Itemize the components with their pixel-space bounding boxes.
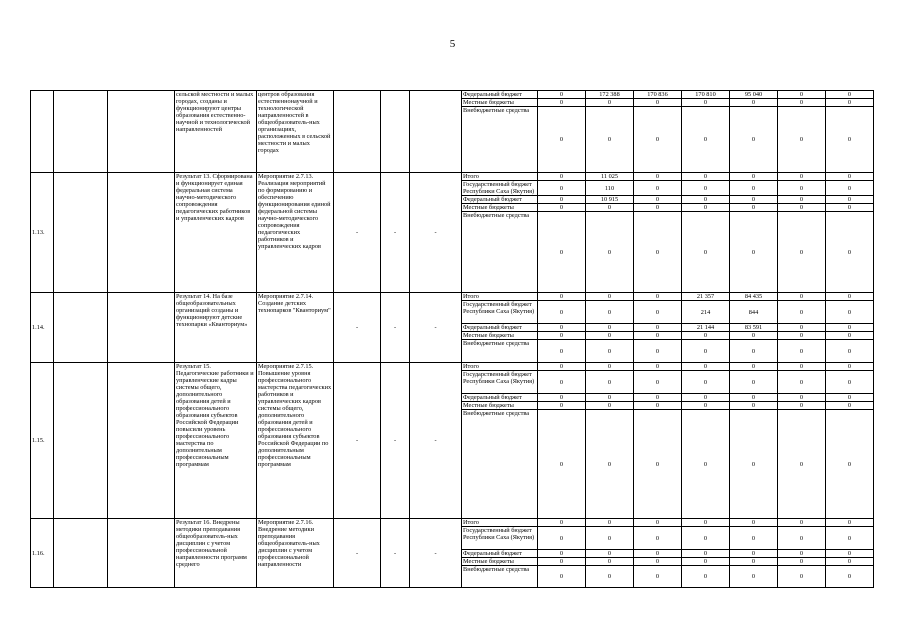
value-cell: 0	[634, 99, 682, 107]
value-cell: 0	[538, 173, 586, 181]
value-cell: 0	[634, 173, 682, 181]
value-cell: 0	[586, 527, 634, 550]
value-cell: 0	[826, 204, 874, 212]
result-text: Результат 16. Внедрены методики преподавания общеобразователь-ных дисциплин с учетом профессиональной направленности программ среднего	[175, 519, 257, 588]
value-cell: 0	[730, 558, 778, 566]
value-cell: 0	[730, 107, 778, 173]
value-cell: 0	[634, 107, 682, 173]
value-cell: 0	[634, 402, 682, 410]
value-cell: 0	[826, 301, 874, 324]
value-cell: 0	[538, 324, 586, 332]
value-cell: 0	[586, 371, 634, 394]
value-cell: 0	[634, 371, 682, 394]
dash-cell: -	[334, 293, 381, 363]
value-cell: 0	[586, 99, 634, 107]
value-cell: 0	[826, 91, 874, 99]
value-cell: 0	[634, 550, 682, 558]
value-cell: 0	[538, 91, 586, 99]
value-cell: 0	[778, 332, 826, 340]
value-cell: 0	[538, 107, 586, 173]
value-cell: 95 040	[730, 91, 778, 99]
dash-cell: -	[381, 293, 410, 363]
value-cell: 0	[730, 363, 778, 371]
value-cell: 0	[778, 107, 826, 173]
value-cell: 0	[634, 363, 682, 371]
value-cell: 0	[778, 566, 826, 588]
funding-source: Итого	[462, 293, 538, 301]
dash-cell	[381, 91, 410, 173]
value-cell: 0	[778, 394, 826, 402]
value-cell: 0	[682, 402, 730, 410]
empty-cell	[108, 173, 175, 293]
value-cell: 0	[538, 204, 586, 212]
value-cell: 0	[538, 519, 586, 527]
value-cell: 0	[538, 410, 586, 519]
value-cell: 0	[682, 519, 730, 527]
value-cell: 0	[778, 402, 826, 410]
empty-cell	[54, 173, 108, 293]
dash-cell: -	[381, 173, 410, 293]
value-cell: 0	[682, 173, 730, 181]
value-cell: 0	[730, 173, 778, 181]
value-cell: 0	[826, 410, 874, 519]
funding-source: Местные бюджеты	[462, 99, 538, 107]
dash-cell: -	[334, 519, 381, 588]
value-cell: 0	[730, 519, 778, 527]
value-cell: 0	[586, 332, 634, 340]
measure-text: Мероприятие 2.7.16. Внедрение методики преподавания общеобразователь-ных дисциплин с учетом профессиональной направленности	[257, 519, 334, 588]
dash-cell: -	[334, 363, 381, 519]
value-cell: 0	[826, 293, 874, 301]
value-cell: 0	[682, 212, 730, 293]
funding-source: Федеральный бюджет	[462, 91, 538, 99]
value-cell: 0	[538, 99, 586, 107]
value-cell: 0	[634, 181, 682, 196]
value-cell: 0	[586, 550, 634, 558]
value-cell: 0	[778, 212, 826, 293]
item-number-cell: 1.14.	[31, 293, 54, 363]
result-text: Результат 13. Сформирована и функционирует единая федеральная система научно-методического сопровождения педагогических работников и управленческих кадров	[175, 173, 257, 293]
funding-source: Итого	[462, 173, 538, 181]
table-row	[31, 363, 874, 371]
value-cell: 0	[634, 527, 682, 550]
value-cell: 0	[826, 519, 874, 527]
value-cell: 0	[826, 107, 874, 173]
value-cell: 0	[730, 99, 778, 107]
value-cell: 0	[682, 558, 730, 566]
value-cell: 0	[730, 566, 778, 588]
value-cell: 0	[826, 332, 874, 340]
value-cell: 0	[634, 204, 682, 212]
value-cell: 0	[586, 394, 634, 402]
value-cell: 0	[826, 99, 874, 107]
value-cell: 0	[634, 394, 682, 402]
value-cell: 172 388	[586, 91, 634, 99]
item-number-cell: 1.16.	[31, 519, 54, 588]
funding-source: Государственный бюджет Республики Саха (Якутия)	[462, 301, 538, 324]
measure-text: центров образования естественнонаучной и технологической направленностей в общеобразователь-ных организациях, расположенных в сельской местности и малых городах	[257, 91, 334, 173]
empty-cell	[108, 91, 175, 173]
measure-text: Мероприятие 2.7.13. Реализация мероприятий по формированию и обеспечению функционирования единой федеральной системы научно-методического сопровождения педагогических работников и управленческих кадров	[257, 173, 334, 293]
value-cell: 0	[586, 558, 634, 566]
value-cell: 21 357	[682, 293, 730, 301]
value-cell: 0	[682, 363, 730, 371]
value-cell: 0	[538, 340, 586, 363]
value-cell: 0	[538, 181, 586, 196]
funding-source: Внебюджетные средства	[462, 410, 538, 519]
value-cell: 21 144	[682, 324, 730, 332]
value-cell: 11 025	[586, 173, 634, 181]
value-cell: 0	[778, 558, 826, 566]
empty-cell	[54, 519, 108, 588]
result-text: сельской местности и малых городах, созданы и функционируют центры образования естественно-научной и технологической направленностей	[175, 91, 257, 173]
item-number-cell: 1.13.	[31, 173, 54, 293]
value-cell: 0	[826, 340, 874, 363]
dash-cell: -	[410, 173, 462, 293]
value-cell: 214	[682, 301, 730, 324]
value-cell: 0	[634, 212, 682, 293]
funding-source: Государственный бюджет Республики Саха (Якутия)	[462, 527, 538, 550]
value-cell: 0	[682, 196, 730, 204]
value-cell: 0	[730, 402, 778, 410]
value-cell: 0	[682, 394, 730, 402]
result-text: Результат 14. На базе общеобразовательных организаций созданы и функционируют детские технопарки «Кванториум»	[175, 293, 257, 363]
value-cell: 0	[778, 550, 826, 558]
empty-cell	[108, 363, 175, 519]
value-cell: 0	[634, 301, 682, 324]
value-cell: 0	[538, 371, 586, 394]
value-cell: 0	[538, 363, 586, 371]
funding-source: Местные бюджеты	[462, 204, 538, 212]
value-cell: 0	[586, 410, 634, 519]
funding-source: Федеральный бюджет	[462, 196, 538, 204]
dash-cell: -	[381, 519, 410, 588]
value-cell: 0	[586, 212, 634, 293]
empty-cell	[54, 293, 108, 363]
funding-source: Местные бюджеты	[462, 332, 538, 340]
value-cell: 0	[778, 410, 826, 519]
funding-source: Федеральный бюджет	[462, 324, 538, 332]
value-cell: 0	[586, 566, 634, 588]
value-cell: 0	[778, 519, 826, 527]
value-cell: 0	[538, 402, 586, 410]
value-cell: 0	[682, 204, 730, 212]
value-cell: 0	[826, 394, 874, 402]
value-cell: 0	[538, 293, 586, 301]
value-cell: 83 591	[730, 324, 778, 332]
value-cell: 0	[826, 181, 874, 196]
funding-source: Внебюджетные средства	[462, 107, 538, 173]
empty-cell	[108, 293, 175, 363]
value-cell: 0	[682, 527, 730, 550]
dash-cell: -	[410, 519, 462, 588]
value-cell: 0	[826, 566, 874, 588]
funding-source: Внебюджетные средства	[462, 566, 538, 588]
funding-source: Федеральный бюджет	[462, 394, 538, 402]
funding-source: Местные бюджеты	[462, 558, 538, 566]
value-cell: 0	[586, 301, 634, 324]
value-cell: 0	[634, 566, 682, 588]
value-cell: 0	[538, 550, 586, 558]
dash-cell	[410, 91, 462, 173]
value-cell: 0	[730, 410, 778, 519]
value-cell: 0	[538, 301, 586, 324]
empty-cell	[54, 91, 108, 173]
value-cell: 0	[682, 410, 730, 519]
value-cell: 0	[634, 340, 682, 363]
funding-source: Местные бюджеты	[462, 402, 538, 410]
value-cell: 0	[634, 332, 682, 340]
empty-cell	[54, 363, 108, 519]
value-cell: 0	[682, 340, 730, 363]
value-cell: 0	[586, 363, 634, 371]
value-cell: 0	[826, 196, 874, 204]
value-cell: 0	[682, 371, 730, 394]
value-cell: 0	[778, 371, 826, 394]
value-cell: 0	[538, 394, 586, 402]
value-cell: 0	[682, 99, 730, 107]
table-row	[31, 293, 874, 301]
funding-source: Внебюджетные средства	[462, 212, 538, 293]
value-cell: 0	[730, 204, 778, 212]
value-cell: 0	[778, 204, 826, 212]
value-cell: 0	[826, 324, 874, 332]
empty-cell	[108, 519, 175, 588]
value-cell: 0	[778, 99, 826, 107]
value-cell: 0	[826, 371, 874, 394]
page-number: 5	[449, 38, 456, 50]
dash-cell	[334, 91, 381, 173]
funding-source: Государственный бюджет Республики Саха (Якутия)	[462, 181, 538, 196]
value-cell: 0	[586, 402, 634, 410]
value-cell: 0	[538, 566, 586, 588]
table-row	[31, 91, 874, 99]
value-cell: 0	[682, 550, 730, 558]
value-cell: 0	[586, 204, 634, 212]
value-cell: 0	[778, 363, 826, 371]
value-cell: 0	[634, 196, 682, 204]
value-cell: 0	[778, 324, 826, 332]
value-cell: 0	[634, 519, 682, 527]
value-cell: 0	[826, 212, 874, 293]
dash-cell: -	[381, 363, 410, 519]
value-cell: 0	[730, 550, 778, 558]
value-cell: 0	[826, 527, 874, 550]
value-cell: 0	[826, 550, 874, 558]
result-text: Результат 15. Педагогические работники и управленческие кадры системы общего, дополнительного образования детей и профессионального образования субъектов Российской Федерации повысили уровень профессионального мастерства по дополнительным профессиональным программам	[175, 363, 257, 519]
value-cell: 0	[778, 173, 826, 181]
value-cell: 0	[538, 332, 586, 340]
funding-source: Итого	[462, 363, 538, 371]
item-number-cell	[31, 91, 54, 173]
dash-cell: -	[410, 293, 462, 363]
value-cell: 0	[730, 394, 778, 402]
value-cell: 0	[778, 293, 826, 301]
value-cell: 0	[634, 324, 682, 332]
table-row	[31, 519, 874, 527]
value-cell: 0	[730, 332, 778, 340]
value-cell: 0	[586, 107, 634, 173]
value-cell: 170 810	[682, 91, 730, 99]
value-cell: 0	[778, 196, 826, 204]
value-cell: 170 836	[634, 91, 682, 99]
value-cell: 84 435	[730, 293, 778, 301]
value-cell: 0	[778, 340, 826, 363]
funding-source: Федеральный бюджет	[462, 550, 538, 558]
value-cell: 0	[778, 527, 826, 550]
funding-source: Государственный бюджет Республики Саха (Якутия)	[462, 371, 538, 394]
value-cell: 0	[730, 181, 778, 196]
value-cell: 0	[538, 558, 586, 566]
value-cell: 0	[682, 332, 730, 340]
value-cell: 0	[682, 107, 730, 173]
measure-text: Мероприятие 2.7.15. Повышение уровня профессионального мастерства педагогических работников и управленческих кадров системы общего, дополнительного образования детей и профессионального образования субъектов Российской Федерации по дополнительным профессиональным программам	[257, 363, 334, 519]
value-cell: 0	[730, 527, 778, 550]
value-cell: 0	[778, 301, 826, 324]
budget-table	[30, 90, 874, 588]
value-cell: 0	[634, 558, 682, 566]
value-cell: 0	[586, 293, 634, 301]
value-cell: 844	[730, 301, 778, 324]
value-cell: 0	[586, 324, 634, 332]
value-cell: 0	[730, 371, 778, 394]
value-cell: 10 915	[586, 196, 634, 204]
value-cell: 0	[634, 293, 682, 301]
value-cell: 0	[778, 91, 826, 99]
dash-cell: -	[410, 363, 462, 519]
value-cell: 0	[538, 212, 586, 293]
value-cell: 110	[586, 181, 634, 196]
value-cell: 0	[538, 196, 586, 204]
value-cell: 0	[586, 340, 634, 363]
value-cell: 0	[826, 173, 874, 181]
dash-cell: -	[334, 173, 381, 293]
value-cell: 0	[730, 212, 778, 293]
measure-text: Мероприятие 2.7.14. Создание детских технопарков "Кванториум"	[257, 293, 334, 363]
value-cell: 0	[682, 566, 730, 588]
value-cell: 0	[682, 181, 730, 196]
value-cell: 0	[730, 340, 778, 363]
value-cell: 0	[826, 363, 874, 371]
funding-source: Внебюджетные средства	[462, 340, 538, 363]
value-cell: 0	[826, 402, 874, 410]
value-cell: 0	[730, 196, 778, 204]
table-row	[31, 173, 874, 181]
value-cell: 0	[538, 527, 586, 550]
item-number-cell: 1.15.	[31, 363, 54, 519]
value-cell: 0	[586, 519, 634, 527]
value-cell: 0	[634, 410, 682, 519]
value-cell: 0	[826, 558, 874, 566]
value-cell: 0	[778, 181, 826, 196]
funding-source: Итого	[462, 519, 538, 527]
